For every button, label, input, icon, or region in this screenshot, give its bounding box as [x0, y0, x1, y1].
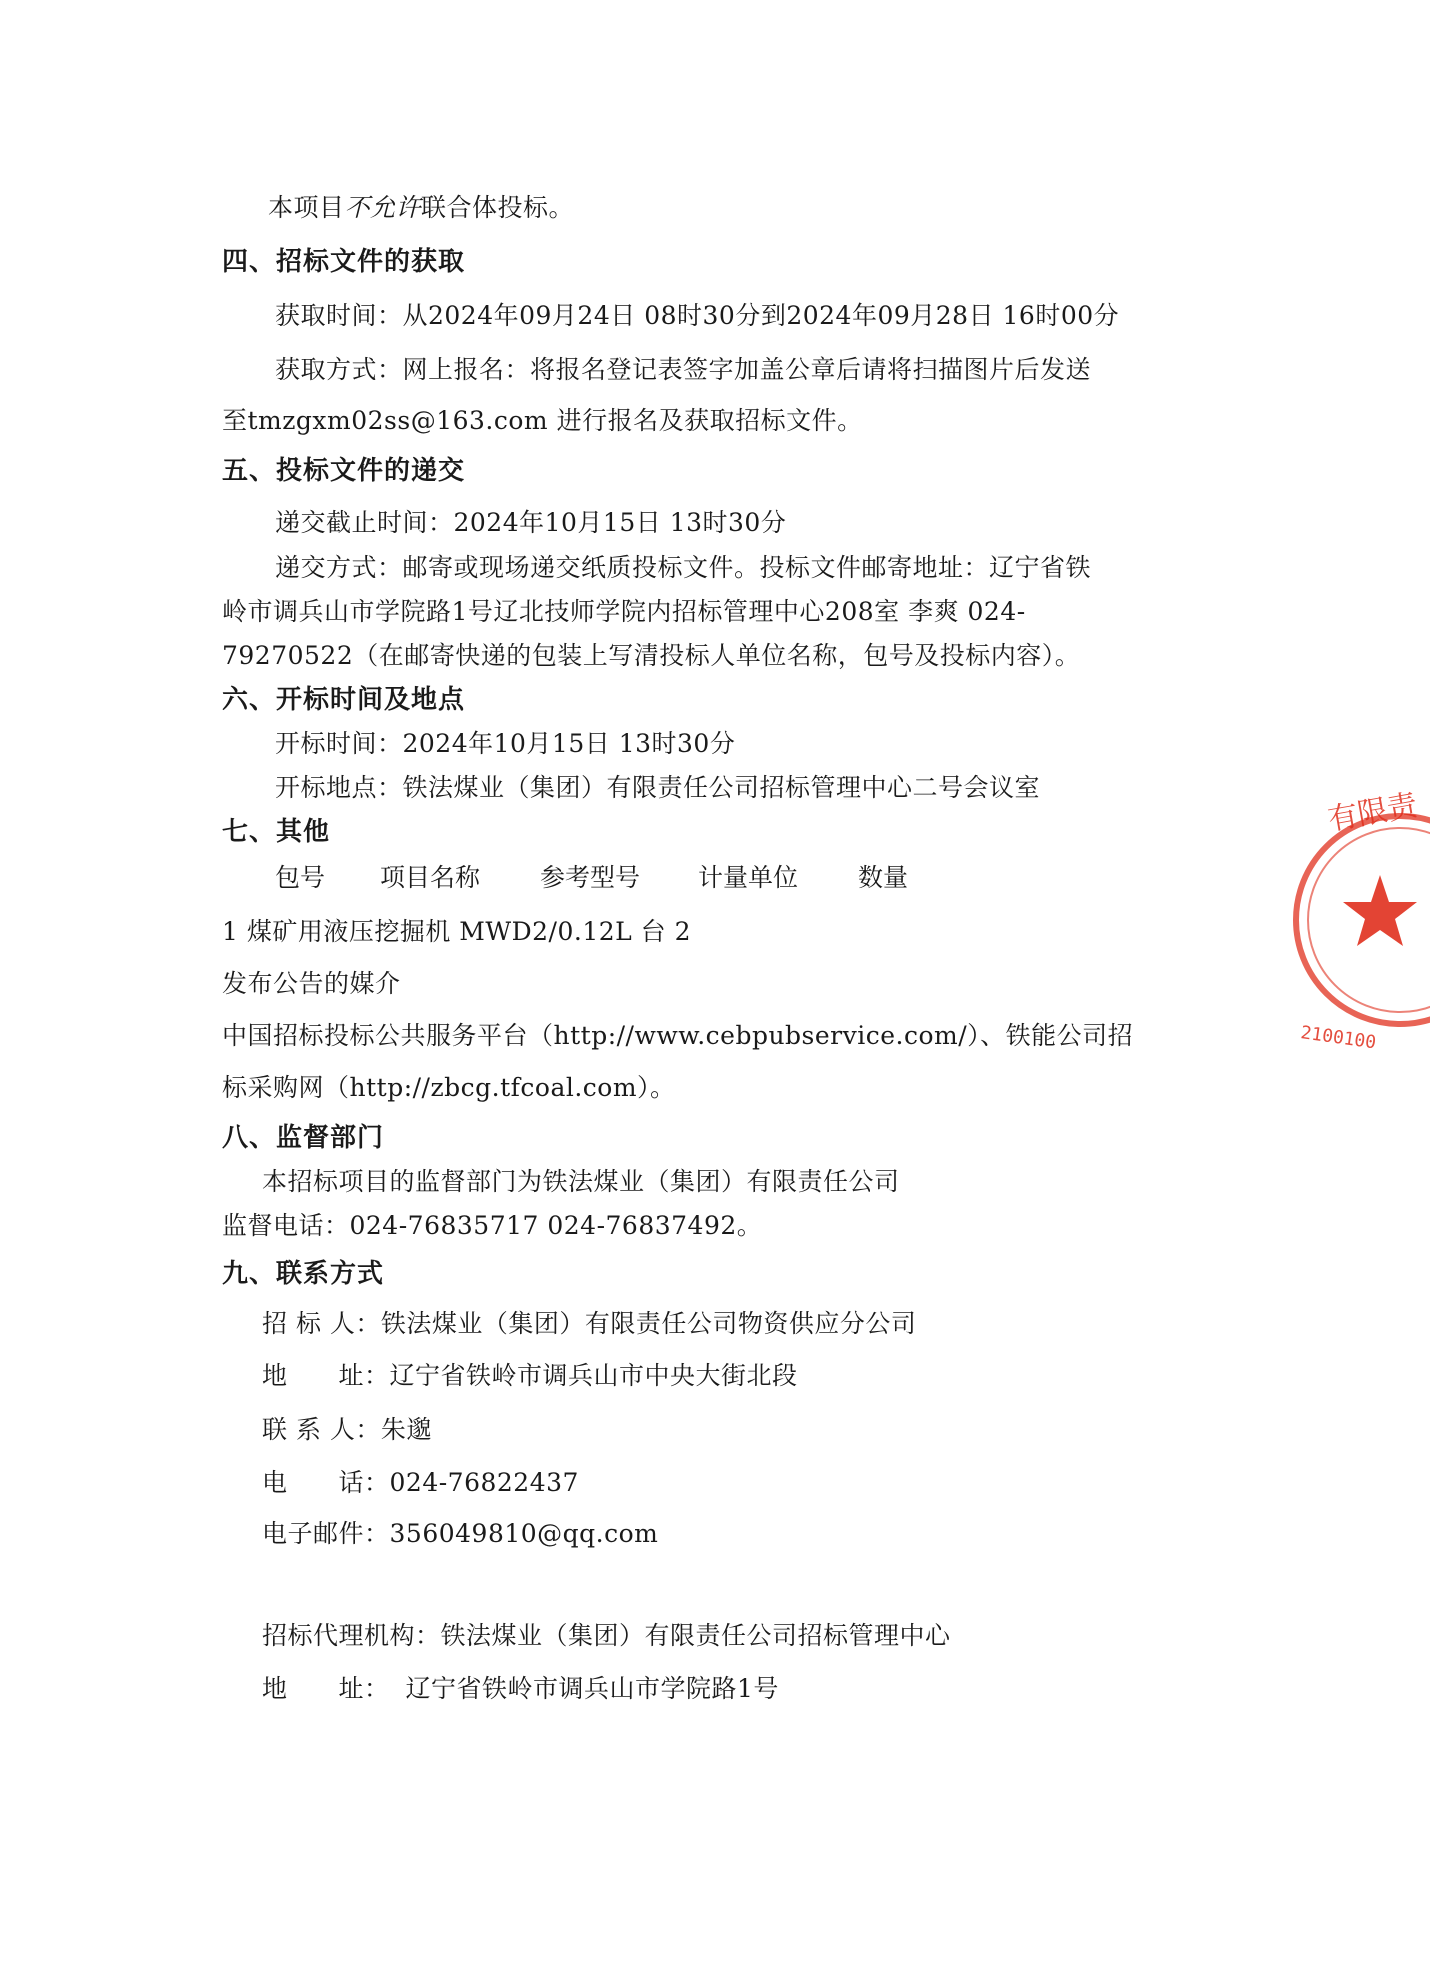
address-label: 地 址： [262, 1361, 390, 1390]
union-pre: 本项目 [268, 193, 345, 222]
supervision-phone: 监督电话：024-76835717 024-76837492。 [222, 1211, 763, 1240]
table-header-package: 包号 [275, 863, 326, 892]
supervision-dept: 本招标项目的监督部门为铁法煤业（集团）有限责任公司 [262, 1167, 900, 1196]
tenderer-row [262, 1308, 916, 1340]
media-label: 发布公告的媒介 [222, 969, 401, 998]
table-row: 1 煤矿用液压挖掘机 MWD2/0.12L 台 2 [222, 917, 692, 946]
table-header-quantity: 数量 [858, 863, 909, 892]
agency-row [262, 1620, 951, 1652]
email-row [262, 1518, 658, 1550]
phone-value: 024-76822437 [389, 1468, 579, 1497]
seal-text-top: 有限责 [1325, 787, 1421, 838]
agency-address-row [262, 1673, 779, 1705]
sec6-time: 开标时间：2024年10月15日 13时30分 [275, 729, 736, 758]
union-post: 联合体投标。 [421, 193, 575, 222]
agency-address-label: 地 址： [262, 1674, 390, 1703]
contact-row [262, 1414, 432, 1446]
section-9-heading: 九、联系方式 [222, 1259, 385, 1289]
address-row [262, 1360, 798, 1392]
media-line1: 中国招标投标公共服务平台（http://www.cebpubservice.com/）、铁能公司招 [222, 1021, 1134, 1050]
sec4-time: 获取时间：从2024年09月24日 08时30分到2024年09月28日 16时00分 [275, 301, 1120, 330]
seal-star-icon [1343, 875, 1417, 946]
section-4-heading: 四、招标文件的获取 [222, 247, 466, 277]
email-label: 电子邮件： [262, 1519, 390, 1548]
contact-label: 联 系 人： [262, 1415, 381, 1444]
sec4-method-line2: 至tmzgxm02ss@163.com 进行报名及获取招标文件。 [222, 406, 863, 435]
phone-row [262, 1467, 579, 1499]
table-header-project-name: 项目名称 [380, 863, 481, 892]
sec5-deadline: 递交截止时间：2024年10月15日 13时30分 [275, 508, 787, 537]
tenderer-label: 招 标 人： [262, 1309, 381, 1338]
media-line2: 标采购网（http://zbcg.tfcoal.com）。 [222, 1073, 676, 1102]
sec5-method-line1: 递交方式：邮寄或现场递交纸质投标文件。投标文件邮寄地址：辽宁省铁 [275, 553, 1092, 582]
agency-label: 招标代理机构： [262, 1621, 441, 1650]
seal-ring [1296, 816, 1430, 1024]
sec6-place: 开标地点：铁法煤业（集团）有限责任公司招标管理中心二号会议室 [275, 773, 1041, 802]
email-value: 356049810@qq.com [389, 1519, 659, 1548]
contact-value: 朱邈 [380, 1415, 432, 1444]
agency-address-value: 辽宁省铁岭市调兵山市学院路1号 [405, 1674, 779, 1703]
union-em: 不允许 [344, 193, 422, 222]
table-header-model: 参考型号 [540, 863, 641, 892]
tenderer-value: 铁法煤业（集团）有限责任公司物资供应分公司 [380, 1309, 917, 1338]
union-bid-line [268, 192, 574, 224]
phone-label: 电 话： [262, 1468, 390, 1497]
agency-value: 铁法煤业（集团）有限责任公司招标管理中心 [440, 1621, 951, 1650]
seal-text-bottom: 2100100 [1299, 1022, 1378, 1054]
official-seal-stamp [1290, 770, 1430, 1070]
sec5-method-line3: 79270522（在邮寄快递的包装上写清投标人单位名称，包号及投标内容）。 [222, 641, 1081, 670]
section-5-heading: 五、投标文件的递交 [222, 456, 466, 486]
address-value: 辽宁省铁岭市调兵山市中央大街北段 [389, 1361, 798, 1390]
section-8-heading: 八、监督部门 [222, 1123, 385, 1153]
table-header-unit: 计量单位 [698, 863, 799, 892]
section-6-heading: 六、开标时间及地点 [222, 685, 466, 715]
sec5-method-line2: 岭市调兵山市学院路1号辽北技师学院内招标管理中心208室 李爽 024- [222, 597, 1026, 626]
sec4-method-line1: 获取方式：网上报名：将报名登记表签字加盖公章后请将扫描图片后发送 [275, 355, 1092, 384]
section-7-heading: 七、其他 [222, 817, 331, 847]
